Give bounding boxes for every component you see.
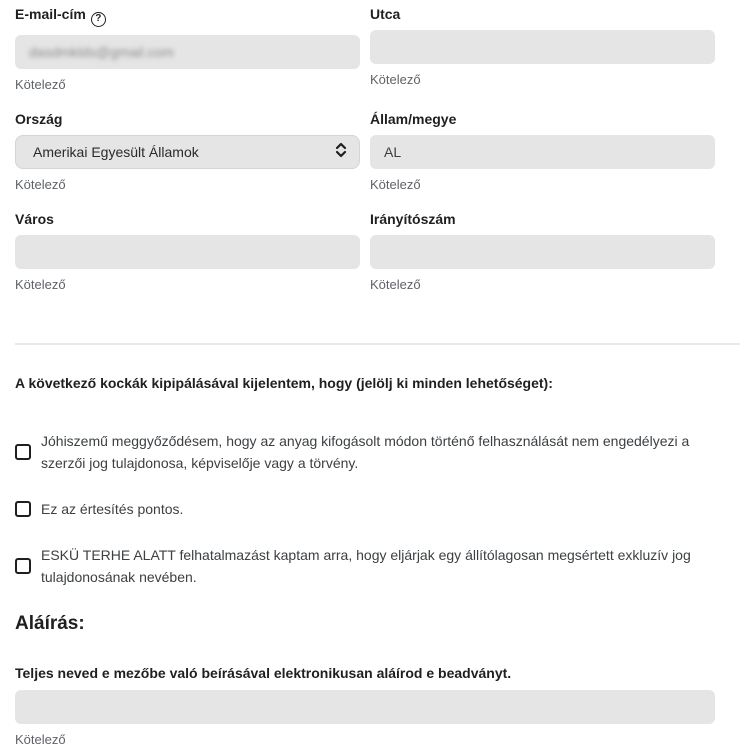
field-state <box>370 111 715 193</box>
field-email <box>15 6 360 93</box>
email-required-note: Kötelező <box>15 76 66 92</box>
good-faith-checkbox[interactable] <box>15 444 31 460</box>
street-input[interactable] <box>370 30 715 64</box>
email-label <box>15 6 360 27</box>
state-input[interactable] <box>370 135 715 169</box>
field-signature <box>15 690 715 748</box>
street-label: Utca <box>370 6 401 22</box>
city-input[interactable] <box>15 235 360 269</box>
help-icon-glyph: ? <box>95 13 102 24</box>
unfold-icon <box>335 142 347 161</box>
checkbox-row-under-oath <box>15 544 715 588</box>
country-select[interactable] <box>15 135 360 169</box>
city-required-note: Kötelező <box>15 276 66 292</box>
contact-fields-grid <box>15 6 715 311</box>
accuracy-label: Ez az értesítés pontos. <box>41 500 184 517</box>
help-icon[interactable] <box>91 12 106 27</box>
state-required-note: Kötelező <box>370 176 421 192</box>
postal-code-required-note: Kötelező <box>370 276 421 292</box>
state-label: Állam/megye <box>370 110 457 127</box>
email-label-text: E-mail-cím <box>15 6 86 22</box>
declaration-intro: A következő kockák kipipálásával kijelentem, hogy (jelölj ki minden lehetőséget): <box>15 374 553 391</box>
country-required-note: Kötelező <box>15 176 66 192</box>
accuracy-checkbox[interactable] <box>15 501 31 517</box>
postal-code-label: Irányítószám <box>370 210 456 227</box>
field-city <box>15 211 360 293</box>
email-value-redacted: dasdmklds@gmail.com <box>29 43 174 60</box>
signature-input[interactable] <box>15 690 715 724</box>
field-street <box>370 6 715 93</box>
under-oath-checkbox[interactable] <box>15 558 31 574</box>
signature-heading: Aláírás: <box>15 612 85 634</box>
good-faith-label: Jóhiszemű meggyőződésem, hogy az anyag kifogásolt módon történő felhasználását nem engedélyezi a szerzői jog tulajdonosa, képviselője vagy a törvény. <box>41 432 690 471</box>
signature-instruction: Teljes neved e mezőbe való beírásával elektronikusan aláírod e beadványt. <box>15 664 512 681</box>
postal-code-input[interactable] <box>370 235 715 269</box>
section-divider <box>15 343 740 345</box>
street-required-note: Kötelező <box>370 72 421 87</box>
country-label: Ország <box>15 110 63 127</box>
email-input[interactable] <box>15 35 360 69</box>
signature-required-note: Kötelező <box>15 731 66 747</box>
country-selected-value: Amerikai Egyesült Államok <box>33 143 199 160</box>
checkbox-row-accuracy <box>15 498 715 520</box>
city-label: Város <box>15 210 54 227</box>
checkbox-row-good-faith <box>15 430 715 474</box>
field-postal-code <box>370 211 715 293</box>
field-country <box>15 111 360 193</box>
under-oath-label: ESKÜ TERHE ALATT felhatalmazást kaptam arra, hogy eljárjak egy állítólagosan megsértett exkluzív jog tulajdonosának nevében. <box>41 546 691 585</box>
